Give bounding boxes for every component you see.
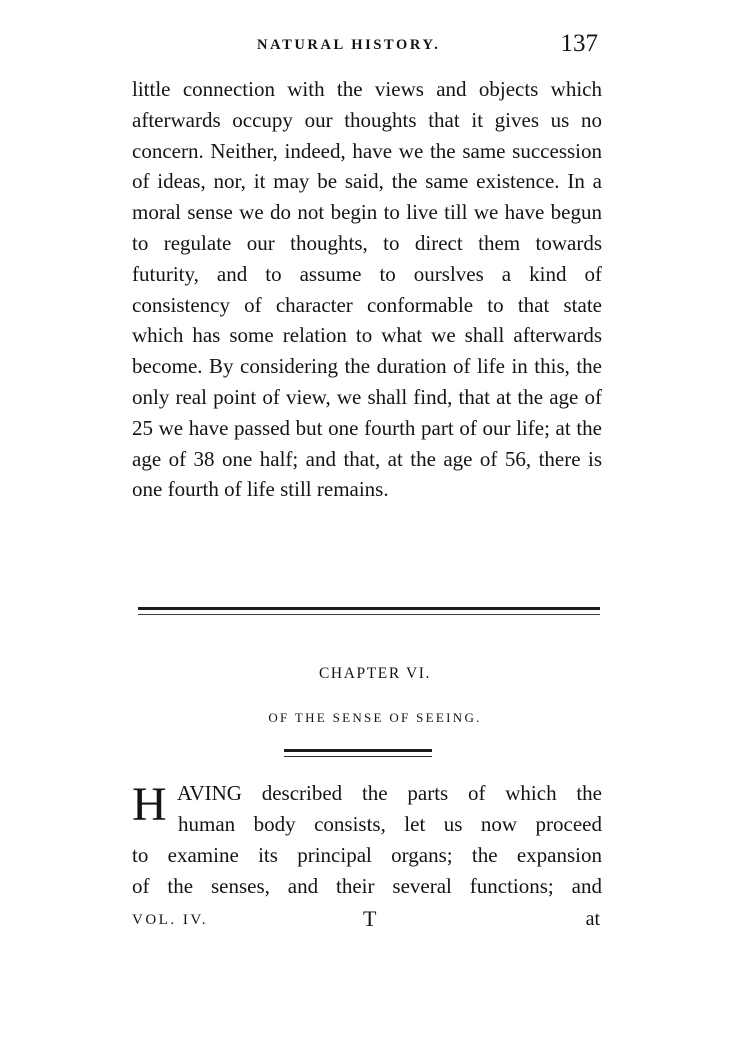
section-divider-rule (138, 607, 600, 610)
page-header (132, 30, 602, 62)
section-divider-rule-thin (138, 614, 600, 615)
volume-mark: VOL. IV. (132, 912, 208, 928)
chapter-text-line: of the senses, and their several functions; and (132, 874, 602, 898)
chapter-text-line: to examine its principal organs; the expansion (132, 843, 602, 867)
title-ornament-rule-thin (284, 756, 432, 757)
page-number: 137 (560, 30, 598, 57)
chapter-heading: CHAPTER VI. (318, 665, 432, 682)
signature-mark: T (363, 906, 377, 931)
title-ornament-rule (284, 749, 432, 752)
page-footer (132, 906, 602, 936)
chapter-body (132, 778, 602, 902)
chapter-title: OF THE SENSE OF SEEING. (268, 710, 482, 725)
body-paragraph: little connection with the views and objects which afterwards occupy our thoughts that it gives us no concern. Neither, indeed, have we the same succession of ideas, nor, it may be said, the same existence. In a moral sense we do not begin to live till we have begun to regulate our thoughts, to direct them towards futurity, and to assume to ourslves a kind of consistency of character conformable to that state which has some relation to what we shall afterwards become. By considering the duration of life in this, the only real point of view, we shall find, that at the age of 25 we have passed but one fourth part of our life; at the age of 38 one half; and that, at the age of 56, there is one fourth of life still remains. (132, 77, 602, 502)
drop-cap: H (132, 778, 167, 831)
chapter-text-line: human body consists, let us now proceed (178, 812, 602, 836)
running-head: NATURAL HISTORY. (257, 37, 441, 53)
chapter-text-line: AVING described the parts of which the (177, 781, 602, 805)
catchword: at (585, 908, 600, 930)
